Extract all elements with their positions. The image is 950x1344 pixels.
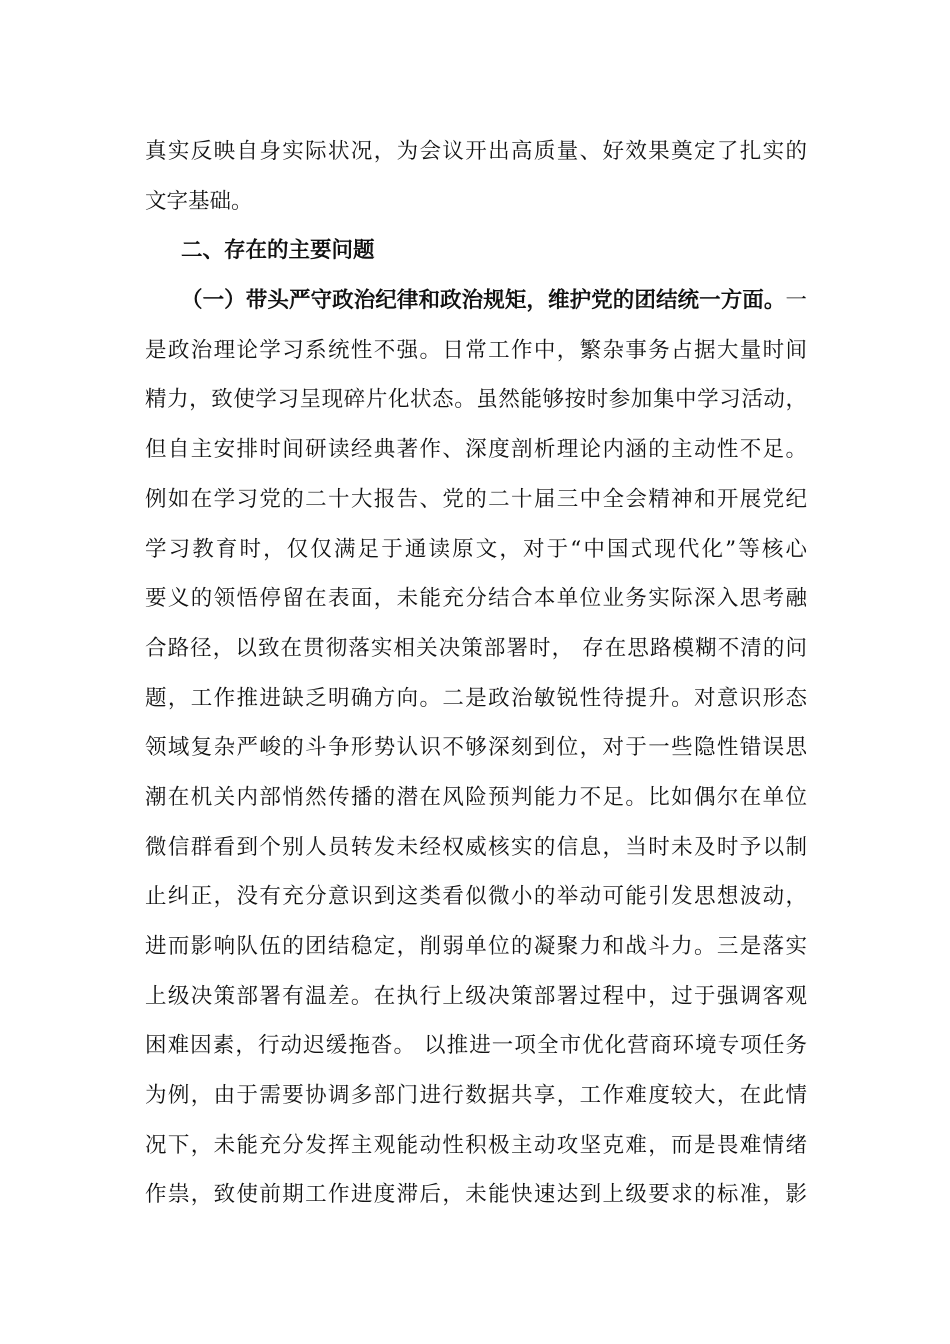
paragraph-line: 领域复杂严峻的斗争形势认识不够深刻到位，对于一些隐性错误思 (145, 735, 807, 761)
subsection-line (145, 276, 807, 326)
paragraph-line: 文字基础。 (145, 188, 253, 214)
subsection-heading: （一）带头严守政治纪律和政治规矩，维护党的团结统一方面。 (181, 288, 786, 314)
paragraph-line: 精力，致使学习呈现碎片化状态。虽然能够按时参加集中学习活动， (145, 387, 807, 413)
paragraph-line: 但自主安排时间研读经典著作、深度剖析理论内涵的主动性不足。 (145, 437, 807, 463)
paragraph-line: 合路径，以致在贯彻落实相关决策部署时， 存在思路模糊不清的问 (145, 635, 807, 661)
paragraph-line: 为例，由于需要协调多部门进行数据共享，工作难度较大，在此情 (145, 1083, 807, 1109)
paragraph-line: 学习教育时，仅仅满足于通读原文，对于“中国式现代化”等核心 (145, 536, 807, 562)
paragraph-body (145, 326, 807, 1220)
paragraph-text: 一 (785, 288, 807, 314)
paragraph-line: 上级决策部署有温差。在执行上级决策部署过程中，过于强调客观 (145, 983, 807, 1009)
paragraph-line: 潮在机关内部悄然传播的潜在风险预判能力不足。比如偶尔在单位 (145, 784, 807, 810)
paragraph-line: 真实反映自身实际状况，为会议开出高质量、好效果奠定了扎实的 (145, 139, 807, 164)
paragraph-line: 是政治理论学习系统性不强。日常工作中，繁杂事务占据大量时间 (145, 337, 807, 363)
paragraph-line: 困难因素，行动迟缓拖沓。 以推进一项全市优化营商环境专项任务 (145, 1033, 807, 1059)
paragraph-line: 微信群看到个别人员转发未经权威核实的信息，当时未及时予以制 (145, 834, 807, 860)
document-page (145, 127, 807, 1220)
paragraph-line: 例如在学习党的二十大报告、党的二十届三中全会精神和开展党纪 (145, 486, 807, 512)
paragraph-line: 要义的领悟停留在表面，未能充分结合本单位业务实际深入思考融 (145, 586, 807, 612)
paragraph-line: 进而影响队伍的团结稳定，削弱单位的凝聚力和战斗力。三是落实 (145, 934, 807, 959)
paragraph-line: 况下，未能充分发挥主观能动性积极主动攻坚克难，而是畏难情绪 (145, 1132, 807, 1158)
paragraph-line: 止纠正，没有充分意识到这类看似微小的举动可能引发思想波动， (145, 884, 807, 910)
paragraph-line: 作祟，致使前期工作进度滞后，未能快速达到上级要求的标准，影 (145, 1182, 807, 1208)
section-heading: 二、存在的主要问题 (181, 238, 375, 264)
paragraph-line: 题，工作推进缺乏明确方向。二是政治敏锐性待提升。对意识形态 (145, 685, 807, 711)
